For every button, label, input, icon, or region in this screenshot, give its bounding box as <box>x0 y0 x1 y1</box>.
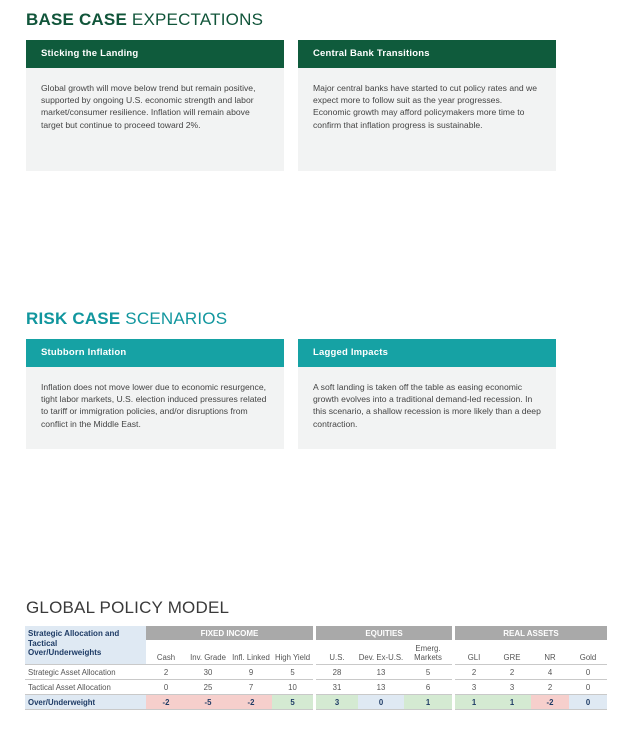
policy-model-table <box>25 626 607 710</box>
column-header: GRE <box>503 653 521 662</box>
row-label: Over/Underweight <box>25 695 146 710</box>
table-cell: 5 <box>272 665 313 680</box>
table-cell: 1 <box>493 695 531 710</box>
base-case-title: BASE CASE EXPECTATIONS <box>26 10 264 29</box>
column-header: High Yield <box>274 653 311 662</box>
table-cell: 9 <box>230 665 272 680</box>
card-lagged-impacts <box>298 339 556 449</box>
card-sticking-the-landing <box>26 40 284 171</box>
column-header: GLI <box>467 653 481 662</box>
group-equities: EQUITIES <box>316 626 452 640</box>
table-cell: 0 <box>358 695 404 710</box>
table-cell: 2 <box>531 680 569 695</box>
table-row <box>25 665 607 680</box>
card-heading: Lagged Impacts <box>298 339 556 367</box>
card-body: Inflation does not move lower due to economic resurgence, tight labor markets, U.S. election induced pressures related to tariff or immigration policies, and/or disruptions from conflict in the Middle East. <box>41 382 267 429</box>
column-header: Gold <box>579 653 597 662</box>
table-cell: -2 <box>146 695 186 710</box>
table-cell: 4 <box>531 665 569 680</box>
table-cell: 3 <box>493 680 531 695</box>
risk-case-title: RISK CASE SCENARIOS <box>26 309 228 328</box>
table-cell: 7 <box>230 680 272 695</box>
table-cell: 31 <box>316 680 358 695</box>
card-heading: Stubborn Inflation <box>26 339 284 367</box>
table-cell: -2 <box>230 695 272 710</box>
table-cell: -5 <box>186 695 230 710</box>
table-row <box>25 695 607 710</box>
column-header: Emerg. Markets <box>414 644 442 662</box>
column-header: Dev. Ex-U.S. <box>358 653 404 662</box>
table-cell: 1 <box>455 695 493 710</box>
card-heading: Sticking the Landing <box>26 40 284 68</box>
column-header: Inv. Grade <box>190 653 226 662</box>
column-header: Infl. Linked <box>232 653 270 662</box>
table-cell: 13 <box>358 665 404 680</box>
card-body: Major central banks have started to cut policy rates and we expect more to follow suit as the year progresses. Economic growth may afford policymakers more time to confirm that inflation progress is sustainable. <box>313 83 538 130</box>
table-cell: 3 <box>316 695 358 710</box>
column-header: U.S. <box>329 653 345 662</box>
table-cell: 13 <box>358 680 404 695</box>
card-body: A soft landing is taken off the table as easing economic growth evolves into a traditional demand-led recession. In this scenario, a shallow recession is more likely than a deep contraction. <box>313 382 541 429</box>
table-cell: 30 <box>186 665 230 680</box>
table-cell: 3 <box>455 680 493 695</box>
table-cell: 0 <box>146 680 186 695</box>
table-cell: 1 <box>404 695 452 710</box>
policy-model-title: GLOBAL POLICY MODEL <box>26 598 230 617</box>
table-cell: 5 <box>404 665 452 680</box>
card-central-bank-transitions <box>298 40 556 171</box>
table-cell: 28 <box>316 665 358 680</box>
table-cell: -2 <box>531 695 569 710</box>
table-cell: 0 <box>569 680 607 695</box>
row-label: Tactical Asset Allocation <box>25 680 146 695</box>
table-row <box>25 680 607 695</box>
table-cell: 0 <box>569 665 607 680</box>
table-cell: 5 <box>272 695 313 710</box>
table-cell: 0 <box>569 695 607 710</box>
group-fixed-income: FIXED INCOME <box>146 626 313 640</box>
column-header: Cash <box>146 640 186 665</box>
table-cell: 2 <box>493 665 531 680</box>
table-cell: 2 <box>146 665 186 680</box>
table-cell: 2 <box>455 665 493 680</box>
card-body: Global growth will move below trend but remain positive, supported by ongoing U.S. economic strength and labor market/consumer resilience. Inflation will remain above target but continue to proceed toward 2%. <box>41 83 256 130</box>
card-heading: Central Bank Transitions <box>298 40 556 68</box>
table-corner-label: Strategic Allocation and Tactical Over/Underweights <box>25 626 146 665</box>
table-cell: 25 <box>186 680 230 695</box>
table-cell: 10 <box>272 680 313 695</box>
card-stubborn-inflation <box>26 339 284 449</box>
group-real-assets: REAL ASSETS <box>455 626 607 640</box>
column-header: NR <box>544 653 556 662</box>
row-label: Strategic Asset Allocation <box>25 665 146 680</box>
table-cell: 6 <box>404 680 452 695</box>
